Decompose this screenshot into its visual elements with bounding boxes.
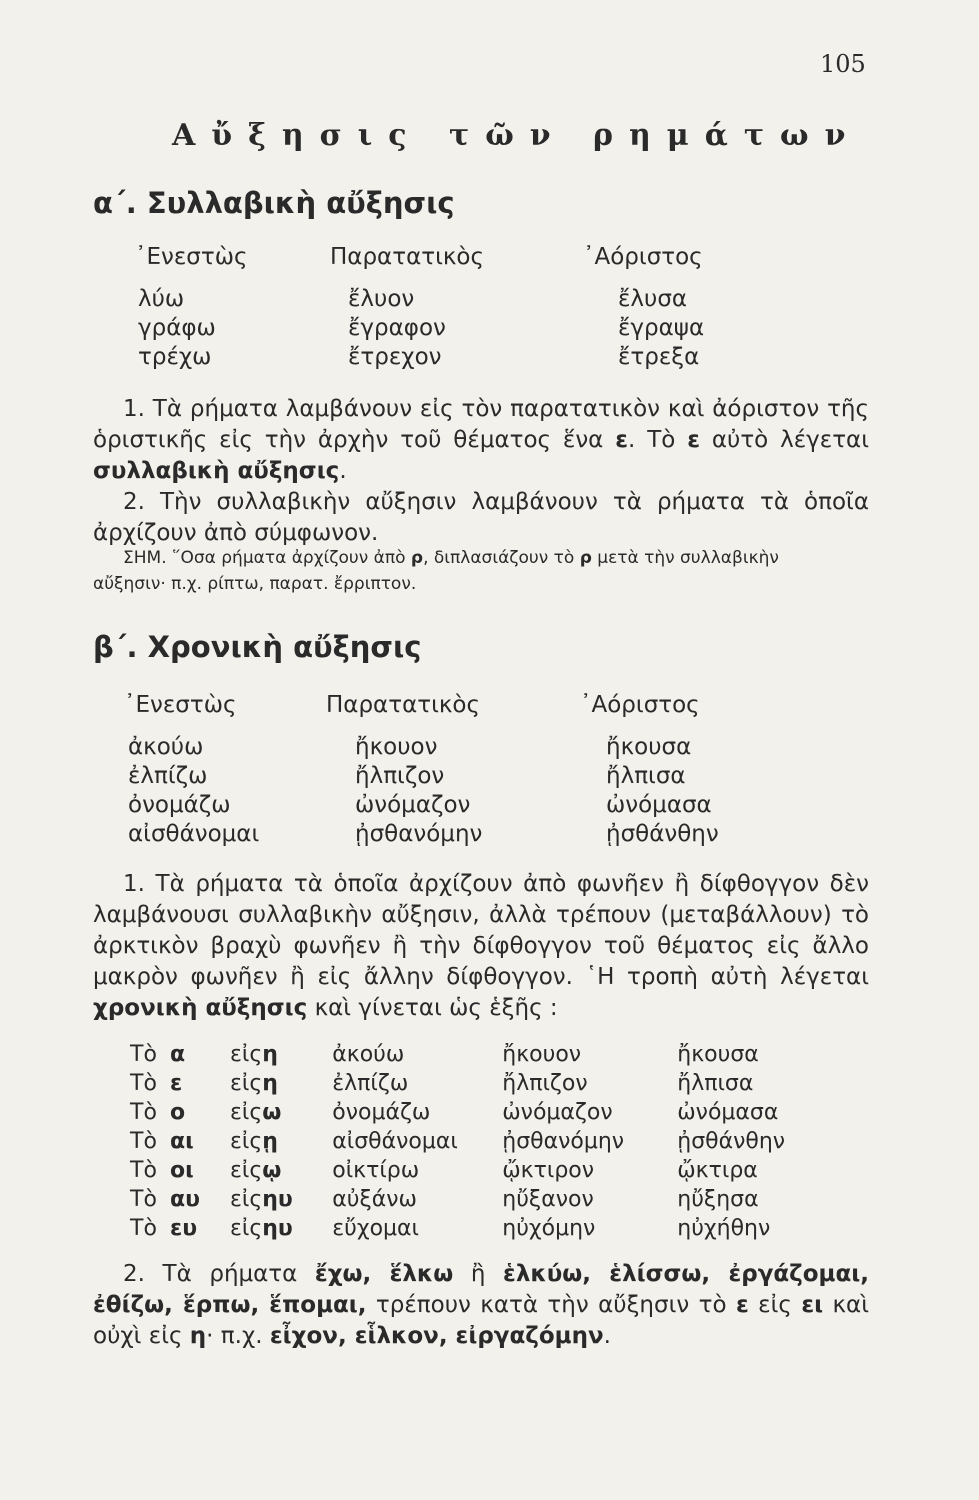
table-cell: ἤλπισα (677, 1071, 754, 1096)
table-cell: ᾐσθανόμην (355, 821, 483, 847)
col-header-present: ᾿Ενεστὼς (135, 244, 248, 270)
table-cell: ἔγραφον (348, 315, 446, 341)
table-cell: ἐλπίζω (332, 1071, 409, 1096)
table-cell: ηυ (262, 1187, 293, 1212)
table-cell: ἤλπιζον (502, 1071, 588, 1096)
table-cell: αἰσθάνομαι (128, 821, 260, 847)
paragraph-b2: 2. Τὰ ρήματα ἔχω, ἕλκω ἢ ἑλκύω, ἑλίσσω, ἐργάζομαι, ἐθίζω, ἕρπω, ἕπομαι, τρέπουν κατὰ τὴν αὔξησιν τὸ ε εἰς ει καὶ οὐχὶ εἰς η· π.χ. εἶχον, εἷλκον, εἰργαζόμην. (93, 1261, 869, 1349)
table-cell: ἤκουον (355, 734, 438, 760)
table-cell: εἰς (230, 1187, 263, 1212)
table-cell: ω (262, 1100, 282, 1125)
note: ΣΗΜ. ῞Οσα ρήματα ἀρχίζουν ἀπὸ ρ, διπλασιάζουν τὸ ρ μετὰ τὴν συλλαβικὴν αὔξησιν· π.χ. ρίπτω, παρατ. ἔρριπτον. (93, 548, 779, 594)
section-a-heading: α΄. Συλλαβικὴ αὔξησις (93, 186, 455, 220)
table-cell: εἰς (230, 1216, 263, 1241)
table-cell: ἔλυον (348, 286, 415, 312)
page-number: 105 (820, 50, 866, 78)
table-cell: ὀνομάζω (332, 1100, 431, 1125)
table-cell: ευ (170, 1216, 198, 1241)
table-cell: ῃ (262, 1129, 278, 1154)
table-cell: ἔλυσα (618, 286, 688, 312)
table-row (130, 1040, 817, 1069)
paragraph-a1: 1. Τὰ ρήματα λαμβάνουν εἰς τὸν παρατατικὸν καὶ ἀόριστον τῆς ὁριστικῆς εἰς τὴν ἀρχὴν τοῦ θέματος ἕνα ε. Τὸ ε αὐτὸ λέγεται συλλαβικὴ αὔξησις. (93, 396, 869, 484)
table-cell: εἰς (230, 1158, 263, 1183)
table-cell: αἰσθάνομαι (332, 1129, 458, 1154)
table-cell: ᾤκτιρα (677, 1158, 758, 1183)
table-cell: οἰκτίρω (332, 1158, 420, 1183)
table-cell: Τὸ (130, 1216, 157, 1241)
table-cell: ᾐσθανόμην (502, 1129, 625, 1154)
paragraph-a2: 2. Τὴν συλλαβικὴν αὔξησιν λαμβάνουν τὰ ρήματα τὰ ὁποῖα ἀρχίζουν ἀπὸ σύμφωνον. (93, 489, 869, 546)
col-header-imperfect: Παρατατικὸς (326, 692, 480, 718)
table-cell: ὠνόμασα (677, 1100, 779, 1125)
table-cell: Τὸ (130, 1100, 157, 1125)
table-cell: ἀκούω (128, 734, 204, 760)
table-cell: ἔτρεξα (618, 344, 700, 370)
table-cell: οι (170, 1158, 194, 1183)
table-cell: ἤκουον (502, 1042, 582, 1067)
table-cell: ε (170, 1071, 183, 1096)
table-row (130, 1098, 817, 1127)
table-cell: ἤλπιζον (355, 763, 445, 789)
col-header-imperfect: Παρατατικὸς (330, 244, 484, 270)
table-cell: αυ (170, 1187, 200, 1212)
col-header-aorist: ᾿Αόριστος (583, 244, 703, 270)
table-cell: εὔχομαι (332, 1216, 419, 1241)
table-row (130, 1214, 817, 1243)
augment-table (130, 1040, 817, 1243)
table-cell: Τὸ (130, 1071, 157, 1096)
table-cell: Τὸ (130, 1158, 157, 1183)
table-cell: α (170, 1042, 186, 1067)
table-cell: ῳ (262, 1158, 282, 1183)
section-b-heading: β΄. Χρονικὴ αὔξησις (93, 630, 422, 664)
table-cell: Τὸ (130, 1042, 157, 1067)
table-cell: εἰς (230, 1071, 263, 1096)
table-cell: ἀκούω (332, 1042, 405, 1067)
table-cell: εἰς (230, 1042, 263, 1067)
table-cell: ηὐχόμην (502, 1216, 596, 1241)
table-cell: ὠνόμαζον (502, 1100, 613, 1125)
table-cell: ἤκουσα (677, 1042, 759, 1067)
table-cell: αι (170, 1129, 194, 1154)
table-cell: ᾤκτιρον (502, 1158, 595, 1183)
table-cell: η (262, 1071, 278, 1096)
table-cell: αὐξάνω (332, 1187, 417, 1212)
col-header-aorist: ᾿Αόριστος (580, 692, 700, 718)
table-cell: ἔγραψα (618, 315, 705, 341)
table-cell: γράφω (138, 315, 216, 341)
table-cell: λύω (138, 286, 185, 312)
table-cell: ἤκουσα (606, 734, 692, 760)
table-cell: τρέχω (138, 344, 212, 370)
table-cell: Τὸ (130, 1129, 157, 1154)
table-cell: ὠνόμαζον (355, 792, 471, 818)
table-cell: Τὸ (130, 1187, 157, 1212)
table-cell: ο (170, 1100, 186, 1125)
table-cell: εἰς (230, 1129, 263, 1154)
table-row (130, 1156, 817, 1185)
table-cell: η (262, 1042, 278, 1067)
table-cell: ηὔξανον (502, 1187, 594, 1212)
table-cell: ὀνομάζω (128, 792, 231, 818)
table-cell: ηὔξησα (677, 1187, 759, 1212)
paragraph-b1: 1. Τὰ ρήματα τὰ ὁποῖα ἀρχίζουν ἀπὸ φωνῆεν ἢ δίφθογγον δὲν λαμβάνουσι συλλαβικὴν αὔξησιν, ἀλλὰ τρέπουν (μεταβάλλουν) τὸ ἀρκτικὸν βραχὺ φωνῆεν ἢ τὴν δίφθογγον τοῦ θέματος εἰς ἄλλο μακρὸν φωνῆεν ἢ εἰς ἄλλην δίφθογγον. ῾Η τροπὴ αὐτὴ λέγεται χρονικὴ αὔξησις καὶ γίνεται ὡς ἑξῆς : (93, 871, 869, 1021)
table-cell: ἔτρεχον (348, 344, 442, 370)
table-row (130, 1069, 817, 1098)
table-cell: ἤλπισα (606, 763, 686, 789)
table-row (130, 1127, 817, 1156)
col-header-present: ᾿Ενεστὼς (124, 692, 237, 718)
table-cell: ηὐχήθην (677, 1216, 771, 1241)
table-cell: ᾐσθάνθην (677, 1129, 786, 1154)
page-title: Αὔξησις τῶν ρημάτων (172, 118, 862, 153)
table-cell: εἰς (230, 1100, 263, 1125)
table-cell: ᾐσθάνθην (606, 821, 719, 847)
table-cell: ὠνόμασα (606, 792, 712, 818)
table-cell: ηυ (262, 1216, 293, 1241)
table-cell: ἐλπίζω (128, 763, 208, 789)
table-row (130, 1185, 817, 1214)
